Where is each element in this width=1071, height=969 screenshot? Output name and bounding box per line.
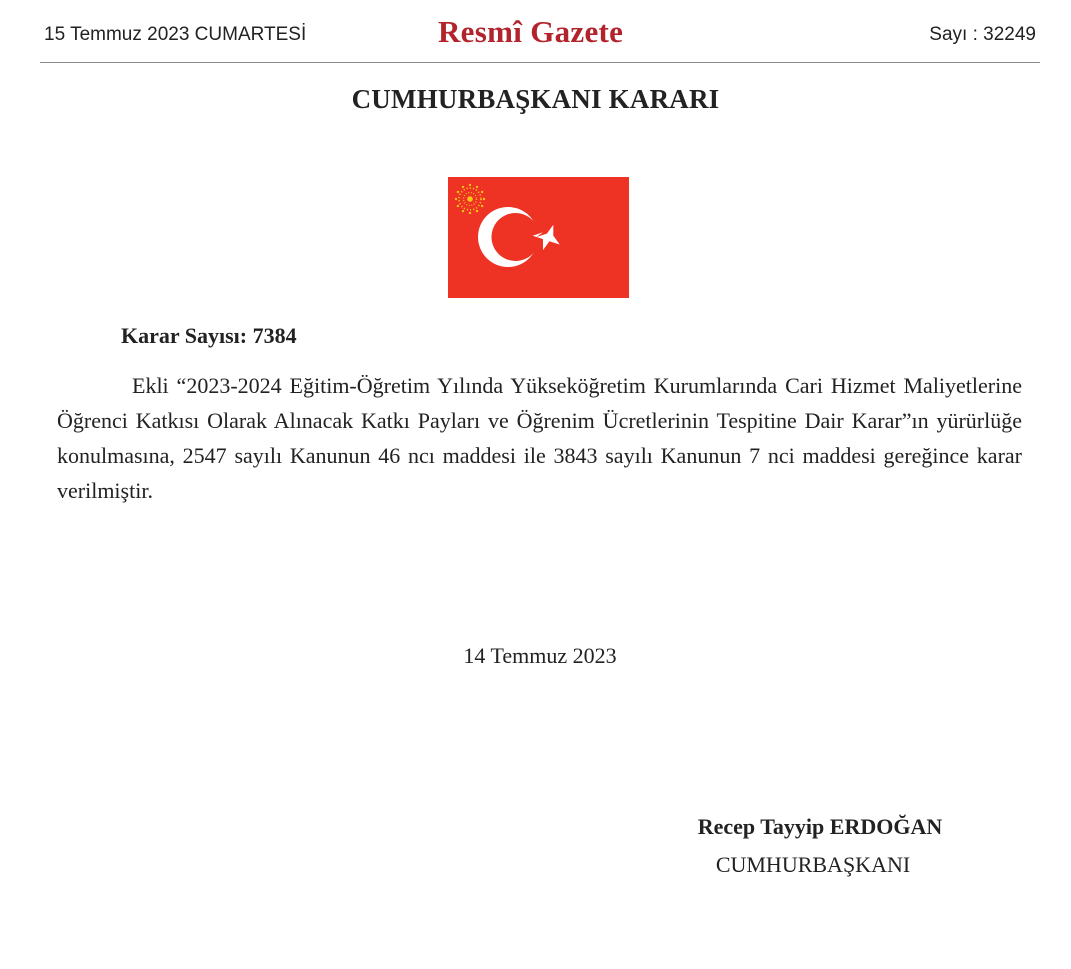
signatory-title: CUMHURBAŞKANI — [715, 852, 911, 877]
header-date: 15 Temmuz 2023 CUMARTESİ — [44, 24, 307, 45]
issue-number: Sayı : 32249 — [929, 24, 1036, 45]
decision-date: 14 Temmuz 2023 — [463, 643, 617, 668]
publication-title: Resmî Gazete — [438, 14, 624, 49]
signature-block — [640, 812, 1000, 880]
crescent-inner — [492, 213, 540, 261]
decision-number: Karar Sayısı: 7384 — [121, 323, 297, 348]
document-title: CUMHURBAŞKANI KARARI — [351, 84, 720, 114]
turkish-flag-icon — [448, 177, 629, 298]
signatory-name: Recep Tayyip ERDOĞAN — [697, 814, 943, 839]
gazette-header — [40, 0, 1040, 63]
decision-body-text: Ekli “2023-2024 Eğitim-Öğretim Yılında Yükseköğretim Kurumlarında Cari Hizmet Maliyetlerine Öğrenci Katkısı Olarak Alınacak Katkı Payları ve Öğrenim Ücretlerinin Tespitine Dair Karar”ın yürürlüğe konulmasına, 2547 sayılı Kanunun 46 ncı maddesi ile 3843 sayılı Kanunun 7 nci maddesi gereğince karar verilmiştir. — [57, 373, 1022, 503]
